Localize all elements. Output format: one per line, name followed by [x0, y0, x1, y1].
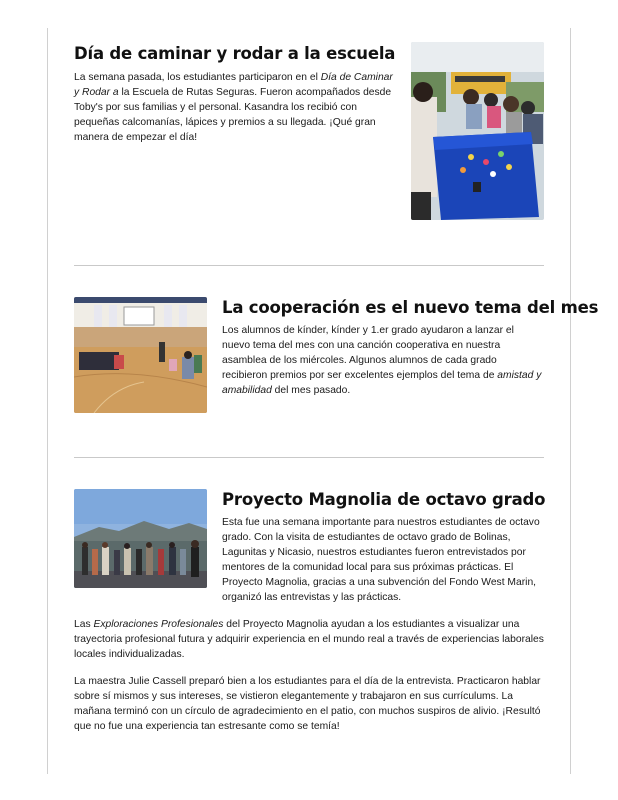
- section-title-walk-roll: Día de caminar y rodar a la escuela: [74, 44, 396, 63]
- page-border-left: [47, 28, 48, 774]
- section-body-cooperation: Los alumnos de kínder, kínder y 1.er grado ayudaron a lanzar el nuevo tema del mes con una canción cooperativa en nuestra asamblea de los miércoles. Algunos alumnos de cada grado recibieron premios por ser excelentes ejemplos del tema de amistad y amabilidad del mes pasado.: [222, 325, 542, 396]
- page-border-right: [570, 28, 571, 774]
- section-title-magnolia: Proyecto Magnolia de octavo grado: [222, 490, 546, 509]
- section-divider: [74, 457, 544, 458]
- section-title-cooperation: La cooperación es el nuevo tema del mes: [222, 298, 599, 317]
- paragraph-career-explorations: Las Exploraciones Profesionales del Proyecto Magnolia ayudan a los estudiantes a visualizar una trayectoria profesional futura y adquirir experiencia en el mundo real a través de experiencias laborales locales individualizadas.: [74, 619, 544, 660]
- photo-cooperation-assembly: [74, 297, 207, 413]
- paragraph-interview-day: La maestra Julie Cassell preparó bien a los estudiantes para el día de la entrevista. Practicaron hablar sobre sí mismos y sus intereses, se vistieron elegantemente y trabajaron en sus currículums. La mañana terminó con un círculo de agradecimiento en el patio, con muchos suspiros de alivio. ¡Resultó que no fue una experiencia tan estresante como se temía!: [74, 676, 541, 732]
- section-body-walk-roll: La semana pasada, los estudiantes participaron en el Día de Caminar y Rodar a la Escuela de Rutas Seguras. Fueron acompañados desde Toby's por sus familias y el personal. Kasandra los recibió con pequeñas calcomanías, lápices y premios a su llegada. ¡Qué gran manera de empezar el día!: [74, 72, 393, 143]
- section-divider: [74, 265, 544, 266]
- photo-walk-roll-students: [411, 42, 544, 220]
- photo-magnolia-students: [74, 489, 207, 588]
- section-body-magnolia: Esta fue una semana importante para nuestros estudiantes de octavo grado. Con la visita de estudiantes de octavo grado de Bolinas, Lagunitas y Nicasio, nuestros estudiantes fueron entrevistados por mentores de la comunidad local para sus próximas prácticas. El Proyecto Magnolia, gracias a una subvención del Fondo West Marin, organizó las entrevistas y las prácticas.: [222, 517, 540, 603]
